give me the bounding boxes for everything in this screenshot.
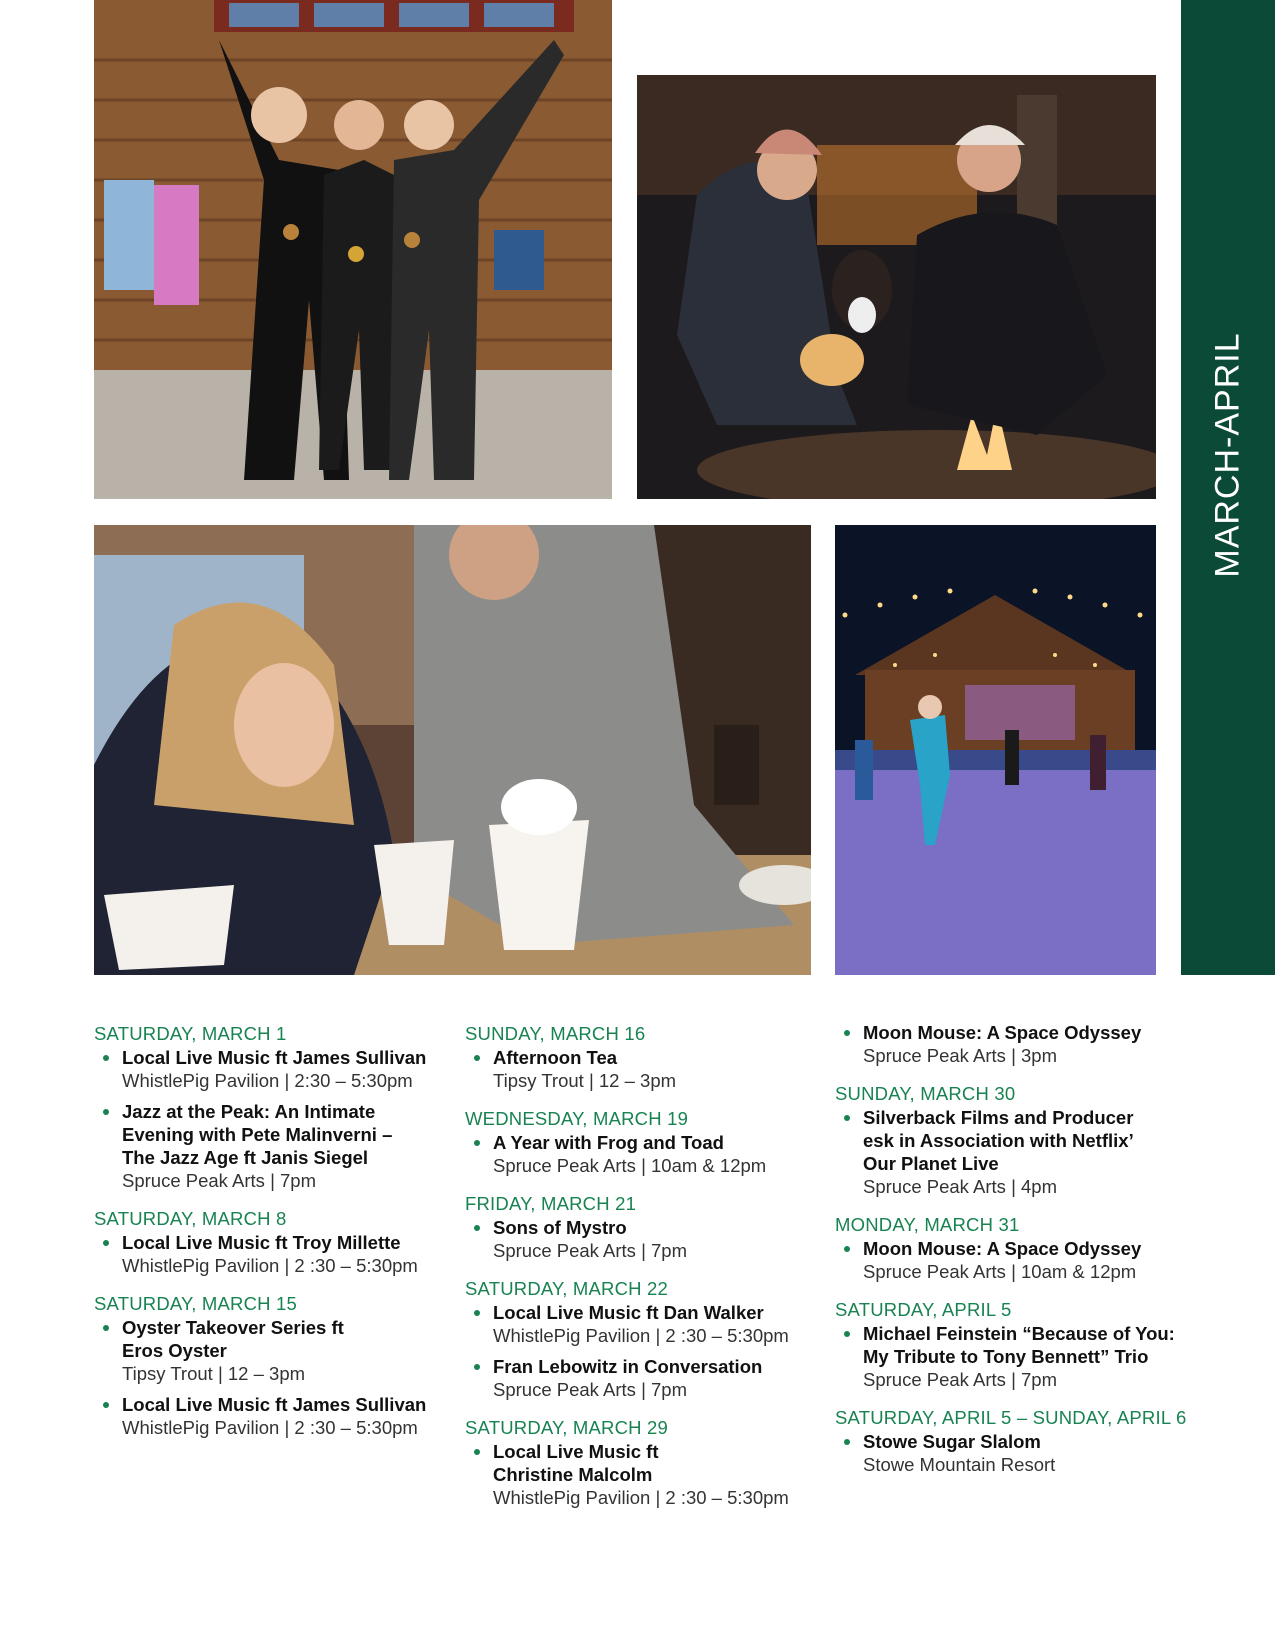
girl-with-hot-cocoa-photo xyxy=(94,525,811,975)
event-title: A Year with Frog and Toad xyxy=(493,1132,724,1153)
event-day xyxy=(465,1106,810,1177)
bullet-icon xyxy=(474,1449,480,1455)
event-item xyxy=(94,1393,439,1439)
bullet-icon xyxy=(103,1402,109,1408)
event-day xyxy=(835,1212,1195,1283)
bullet-icon xyxy=(844,1030,850,1036)
event-venue-time: Spruce Peak Arts | 7pm xyxy=(493,1379,688,1400)
event-title: Local Live Music ft Christine Malcolm xyxy=(493,1441,659,1485)
event-item xyxy=(835,1021,1195,1067)
bullet-icon xyxy=(474,1364,480,1370)
event-venue-time: WhistlePig Pavilion | 2 :30 – 5:30pm xyxy=(122,1255,418,1276)
event-title: Local Live Music ft James Sullivan xyxy=(122,1394,427,1415)
event-title: Local Live Music ft Dan Walker xyxy=(493,1302,764,1323)
event-date-heading: SATURDAY, MARCH 1 xyxy=(94,1023,287,1044)
ski-race-winners-photo xyxy=(94,0,612,499)
event-title: Local Live Music ft James Sullivan xyxy=(122,1047,427,1068)
event-day xyxy=(465,1021,810,1092)
event-venue-time: WhistlePig Pavilion | 2 :30 – 5:30pm xyxy=(493,1325,789,1346)
event-item xyxy=(835,1237,1195,1283)
bullet-icon xyxy=(474,1055,480,1061)
event-day xyxy=(94,1291,439,1439)
event-item xyxy=(94,1100,439,1192)
event-title: Stowe Sugar Slalom xyxy=(863,1431,1041,1452)
event-item xyxy=(465,1216,810,1262)
bullet-icon xyxy=(844,1246,850,1252)
event-day xyxy=(94,1021,439,1192)
event-item xyxy=(835,1322,1195,1391)
bullet-icon xyxy=(844,1439,850,1445)
event-venue-time: Spruce Peak Arts | 7pm xyxy=(493,1240,688,1261)
event-item xyxy=(465,1131,810,1177)
event-date-heading: FRIDAY, MARCH 21 xyxy=(465,1193,637,1214)
event-venue-time: Spruce Peak Arts | 3pm xyxy=(863,1045,1058,1066)
event-date-heading: SUNDAY, MARCH 30 xyxy=(835,1083,1016,1104)
event-title: Sons of Mystro xyxy=(493,1217,627,1238)
event-venue-time: Tipsy Trout | 12 – 3pm xyxy=(493,1070,677,1091)
event-venue-time: Spruce Peak Arts | 7pm xyxy=(863,1369,1058,1390)
event-venue-time: WhistlePig Pavilion | 2:30 – 5:30pm xyxy=(122,1070,413,1091)
calendar-column-1 xyxy=(94,1021,439,1453)
event-date-heading: MONDAY, MARCH 31 xyxy=(835,1214,1020,1235)
couple-with-dog-by-firepit-photo xyxy=(637,75,1156,499)
event-venue-time: WhistlePig Pavilion | 2 :30 – 5:30pm xyxy=(493,1487,789,1508)
event-title: Moon Mouse: A Space Odyssey xyxy=(863,1238,1142,1259)
event-date-heading: WEDNESDAY, MARCH 19 xyxy=(465,1108,689,1129)
event-venue-time: Tipsy Trout | 12 – 3pm xyxy=(122,1363,306,1384)
event-item xyxy=(465,1046,810,1092)
bullet-icon xyxy=(474,1225,480,1231)
event-day xyxy=(835,1405,1195,1476)
calendar-column-2 xyxy=(465,1021,810,1523)
event-venue-time: WhistlePig Pavilion | 2 :30 – 5:30pm xyxy=(122,1417,418,1438)
event-venue-time: Spruce Peak Arts | 4pm xyxy=(863,1176,1058,1197)
bullet-icon xyxy=(844,1115,850,1121)
bullet-icon xyxy=(474,1310,480,1316)
event-item xyxy=(94,1046,439,1092)
event-date-heading: SATURDAY, APRIL 5 – SUNDAY, APRIL 6 xyxy=(835,1407,1187,1428)
event-day xyxy=(835,1081,1195,1198)
bullet-icon xyxy=(103,1109,109,1115)
bullet-icon xyxy=(103,1325,109,1331)
event-date-heading: SATURDAY, MARCH 29 xyxy=(465,1417,669,1438)
event-title: Moon Mouse: A Space Odyssey xyxy=(863,1022,1142,1043)
bullet-icon xyxy=(103,1055,109,1061)
event-day xyxy=(94,1206,439,1277)
event-title: Afternoon Tea xyxy=(493,1047,618,1068)
event-title: Silverback Films and Producer esk in Association with Netflix’ Our Planet Live xyxy=(863,1107,1134,1174)
event-date-heading: SATURDAY, MARCH 8 xyxy=(94,1208,287,1229)
event-day xyxy=(465,1415,810,1509)
event-title: Oyster Takeover Series ft Eros Oyster xyxy=(122,1317,344,1361)
event-venue-time: Spruce Peak Arts | 7pm xyxy=(122,1170,317,1191)
event-venue-time: Spruce Peak Arts | 10am & 12pm xyxy=(493,1155,767,1176)
event-item xyxy=(465,1301,810,1347)
event-item xyxy=(94,1231,439,1277)
event-item xyxy=(835,1430,1195,1476)
event-title: Local Live Music ft Troy Millette xyxy=(122,1232,401,1253)
event-day xyxy=(835,1021,1195,1067)
calendar-column-3 xyxy=(835,1021,1195,1490)
event-title: Fran Lebowitz in Conversation xyxy=(493,1356,763,1377)
event-item xyxy=(465,1440,810,1509)
event-date-heading: SATURDAY, APRIL 5 xyxy=(835,1299,1012,1320)
event-title: Jazz at the Peak: An Intimate Evening with Pete Malinverni – The Jazz Age ft Janis Siegel xyxy=(122,1101,393,1168)
event-item xyxy=(835,1106,1195,1198)
month-range-label: MARCH-APRIL xyxy=(1208,332,1247,578)
event-item xyxy=(465,1355,810,1401)
event-venue-time: Stowe Mountain Resort xyxy=(863,1454,1056,1475)
event-date-heading: SATURDAY, MARCH 22 xyxy=(465,1278,669,1299)
event-item xyxy=(94,1316,439,1385)
bullet-icon xyxy=(844,1331,850,1337)
event-date-heading: SUNDAY, MARCH 16 xyxy=(465,1023,646,1044)
bullet-icon xyxy=(103,1240,109,1246)
event-day xyxy=(835,1297,1195,1391)
event-title: Michael Feinstein “Because of You: My Tribute to Tony Bennett” Trio xyxy=(863,1323,1175,1367)
event-venue-time: Spruce Peak Arts | 10am & 12pm xyxy=(863,1261,1137,1282)
event-day xyxy=(465,1191,810,1262)
ice-skating-rink-night-photo xyxy=(835,525,1156,975)
event-day xyxy=(465,1276,810,1401)
bullet-icon xyxy=(474,1140,480,1146)
event-date-heading: SATURDAY, MARCH 15 xyxy=(94,1293,298,1314)
month-side-tab xyxy=(1181,0,1275,975)
